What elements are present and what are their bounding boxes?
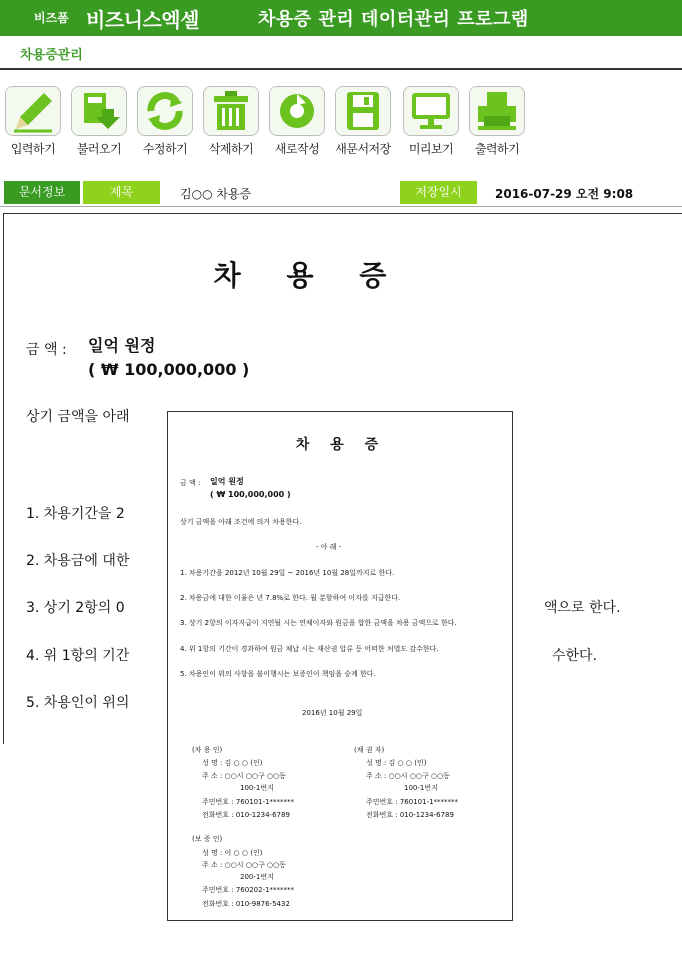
refresh-icon (137, 86, 193, 136)
app-header (0, 0, 682, 36)
floppy-icon (335, 86, 391, 136)
borrower-address: 주 소 : ○○시 ○○구 ○○동 (202, 772, 286, 780)
guarantor-address: 주 소 : ○○시 ○○구 ○○동 (202, 861, 286, 869)
borrower-address-2: 100-1번지 (240, 784, 274, 792)
doc-clause-2: 2. 차용금에 대한 (26, 553, 130, 569)
guarantor-address-2: 200-1번지 (240, 873, 274, 881)
borrower-id: 주민번호 : 760101-1******* (202, 798, 295, 806)
preview-amount-number: ( ₩ 100,000,000 ) (210, 490, 291, 499)
preview-amount-value: 일억 원정 (210, 477, 244, 486)
borrower-phone: 전화번호 : 010-1234-6789 (202, 811, 290, 819)
amount-number: ( ₩ 100,000,000 ) (88, 360, 250, 379)
amount-label: 금 액 : (26, 342, 67, 358)
load-icon (71, 86, 127, 136)
load-button[interactable] (69, 86, 129, 158)
input-button-label: 입력하기 (10, 142, 56, 156)
preview-button-label: 미리보기 (408, 142, 454, 156)
preview-panel (167, 411, 513, 921)
trash-icon (203, 86, 259, 136)
borrower-heading: (차 용 인) (192, 746, 223, 754)
lender-phone: 전화번호 : 010-1234-6789 (366, 811, 454, 819)
input-button[interactable] (3, 86, 63, 158)
borrower-name: 성 명 : 김 ○ ○ (인) (202, 759, 263, 767)
lender-address-2: 100-1번지 (404, 784, 438, 792)
doc-clause-5: 5. 차용인이 위의 (26, 695, 130, 711)
saved-label: 저장일시 (400, 181, 477, 204)
delete-button-label: 삭제하기 (208, 142, 254, 156)
preview-date: 2016년 10월 29일 (302, 709, 363, 717)
title-value: 김○○ 차용증 (180, 187, 252, 201)
lender-name: 성 명 : 김 ○ ○ (인) (366, 759, 427, 767)
preview-clause: 3. 상기 2항의 이자지급이 지연될 시는 연체이자와 원금을 합한 금액을 차용 금액으로 한다. (180, 619, 457, 627)
save-new-button[interactable] (333, 86, 393, 158)
brand-small: 비즈폼 (34, 11, 69, 25)
doc-clause-4: 4. 위 1항의 기간 (26, 648, 130, 664)
save-new-button-label: 새문서저장 (335, 142, 391, 156)
sub-navigation (0, 36, 682, 70)
doc-intro: 상기 금액을 아래 (26, 409, 130, 425)
lender-id: 주민번호 : 760101-1******* (366, 798, 459, 806)
guarantor-name: 성 명 : 이 ○ ○ (인) (202, 849, 263, 857)
edit-button[interactable] (135, 86, 195, 158)
subnav-item-loan-management[interactable]: 차용증관리 (20, 48, 83, 63)
preview-center: - 아 래 - (316, 543, 342, 551)
new-icon (269, 86, 325, 136)
edit-button-label: 수정하기 (142, 142, 188, 156)
doc-clause-4-end: 수한다. (552, 648, 598, 664)
guarantor-heading: (보 증 인) (192, 835, 223, 843)
pencil-icon (5, 86, 61, 136)
doc-clause-3-end: 액으로 한다. (544, 600, 621, 616)
saved-value: 2016-07-29 오전 9:08 (495, 187, 634, 201)
preview-clause: 1. 차용기간을 2012년 10월 29일 ~ 2016년 10월 28일까지로 한다. (180, 569, 395, 577)
printer-icon (469, 86, 525, 136)
preview-intro: 상기 금액을 아래 조건에 의거 차용한다. (180, 518, 302, 526)
preview-clause: 2. 차용금에 대한 이율은 년 7.8%로 한다. 월 분할하여 이자를 지급한다. (180, 594, 401, 602)
preview-clause: 5. 차용인이 위의 사항을 불이행시는 보증인이 책임을 승계 한다. (180, 670, 376, 678)
doc-info-tab[interactable]: 문서정보 (4, 181, 80, 204)
print-button-label: 출력하기 (474, 142, 520, 156)
app-title: 차용증 관리 데이터관리 프로그램 (258, 9, 529, 30)
monitor-icon (403, 86, 459, 136)
print-button[interactable] (467, 86, 527, 158)
doc-title: 차 용 증 (213, 259, 405, 292)
preview-amount-label: 금 액 : (180, 479, 201, 487)
title-label: 제목 (83, 181, 160, 204)
brand-logo: 비즈니스엑셀 (86, 8, 199, 32)
delete-button[interactable] (201, 86, 261, 158)
info-bar (0, 180, 682, 207)
new-button-label: 새로작성 (274, 142, 320, 156)
guarantor-phone: 전화번호 : 010-9876-5432 (202, 900, 290, 908)
load-button-label: 불러오기 (76, 142, 122, 156)
guarantor-id: 주민번호 : 760202-1******* (202, 886, 295, 894)
preview-title: 차 용 증 (295, 437, 387, 453)
amount-value: 일억 원정 (88, 336, 156, 355)
doc-clause-3: 3. 상기 2항의 0 (26, 600, 125, 616)
preview-button[interactable] (401, 86, 461, 158)
lender-heading: (채 권 자) (354, 746, 385, 754)
lender-address: 주 소 : ○○시 ○○구 ○○동 (366, 772, 450, 780)
doc-clause-1: 1. 차용기간을 2 (26, 506, 125, 522)
preview-clause: 4. 위 1항의 기간이 경과하여 원금 체납 시는 재산권 압류 등 어떠한 처벌도 감수한다. (180, 645, 439, 653)
new-button[interactable] (267, 86, 327, 158)
toolbar (0, 86, 682, 158)
